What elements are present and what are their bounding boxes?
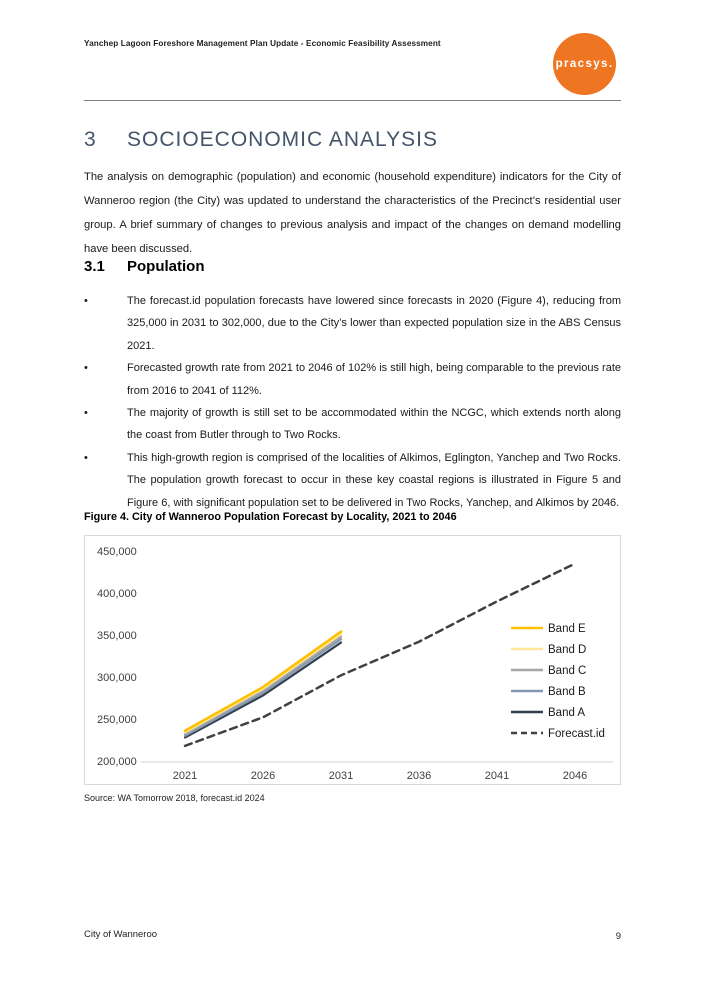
footer-text: City of Wanneroo (84, 929, 158, 940)
legend-label: Band B (548, 686, 586, 698)
y-axis-tick-label: 450,000 (97, 546, 137, 558)
legend-label: Band E (548, 623, 586, 635)
bullet-text: The forecast.id population forecasts have lowered since forecasts in 2020 (Figure 4), reducing from 325,000 in 2031 to 302,000, due to the City’s lower than expected population size in the ABS Census 2021. (127, 295, 621, 352)
list-item (84, 290, 621, 357)
section-number: 3 (84, 128, 97, 151)
y-axis-tick-label: 200,000 (97, 756, 137, 768)
series-line-band-e (185, 632, 341, 731)
legend-label: Forecast.id (548, 728, 605, 740)
bullet-icon: • (84, 362, 88, 375)
legend-label: Band D (548, 644, 587, 656)
legend-label: Band A (548, 707, 586, 719)
x-axis-tick-label: 2031 (328, 770, 354, 782)
bullet-icon: • (84, 451, 88, 464)
bullet-text: Forecasted growth rate from 2021 to 2046 of 102% is still high, being comparable to the previous rate from 2016 to 2041 of 112%. (127, 362, 621, 397)
figure-source: Source: WA Tomorrow 2018, forecast.id 2024 (84, 793, 265, 803)
x-axis-tick-label: 2046 (562, 770, 588, 782)
x-axis-tick-label: 2026 (250, 770, 276, 782)
subsection-number: 3.1 (84, 258, 105, 275)
bullet-list (84, 290, 621, 514)
list-item (84, 357, 621, 402)
pracsys-logo-text: pracsys. (555, 58, 614, 70)
pracsys-logo (553, 33, 616, 95)
x-axis-tick-label: 2036 (406, 770, 432, 782)
population-forecast-chart (84, 535, 621, 785)
legend-label: Band C (548, 665, 587, 677)
y-axis-tick-label: 300,000 (97, 672, 137, 684)
list-item (84, 402, 621, 447)
bullet-text: The majority of growth is still set to be accommodated within the NCGC, which extends north along the coast from Butler through to Two Rocks. (127, 407, 621, 442)
y-axis-tick-label: 250,000 (97, 714, 137, 726)
figure-caption: Figure 4. City of Wanneroo Population Forecast by Locality, 2021 to 2046 (84, 511, 457, 523)
bullet-icon: • (84, 407, 88, 420)
y-axis-tick-label: 400,000 (97, 588, 137, 600)
chart-canvas (85, 536, 620, 784)
section-heading (84, 128, 438, 152)
bullet-text: This high-growth region is comprised of the localities of Alkimos, Eglington, Yanchep and Two Rocks. The population growth forecast to occur in these key coastal regions is illustrated in Figure 5 and Figure 6, with significant population set to be delivered in Two Rocks, Yanchep, and Alkimos by 2046. (127, 451, 621, 509)
x-axis-tick-label: 2041 (484, 770, 510, 782)
section-title: SOCIOECONOMIC ANALYSIS (127, 128, 439, 151)
intro-paragraph: The analysis on demographic (population) and economic (household expenditure) indicators for the City of Wanneroo region (the City) was updated to understand the characteristics of the Precinct’s residential user group. A brief summary of changes to previous analysis and impact of the changes on demand modelling have been discussed. (84, 171, 621, 255)
list-item (84, 447, 621, 514)
page-number: 9 (615, 931, 621, 942)
subsection-heading (84, 258, 205, 275)
document-header-title: Yanchep Lagoon Foreshore Management Plan Update - Economic Feasibility Assessment (84, 39, 441, 48)
bullet-icon: • (84, 295, 88, 307)
x-axis-tick-label: 2021 (172, 770, 198, 782)
header-divider (84, 100, 621, 101)
y-axis-tick-label: 350,000 (97, 630, 137, 642)
series-line-forecast-id (185, 564, 575, 746)
subsection-title: Population (127, 258, 205, 275)
